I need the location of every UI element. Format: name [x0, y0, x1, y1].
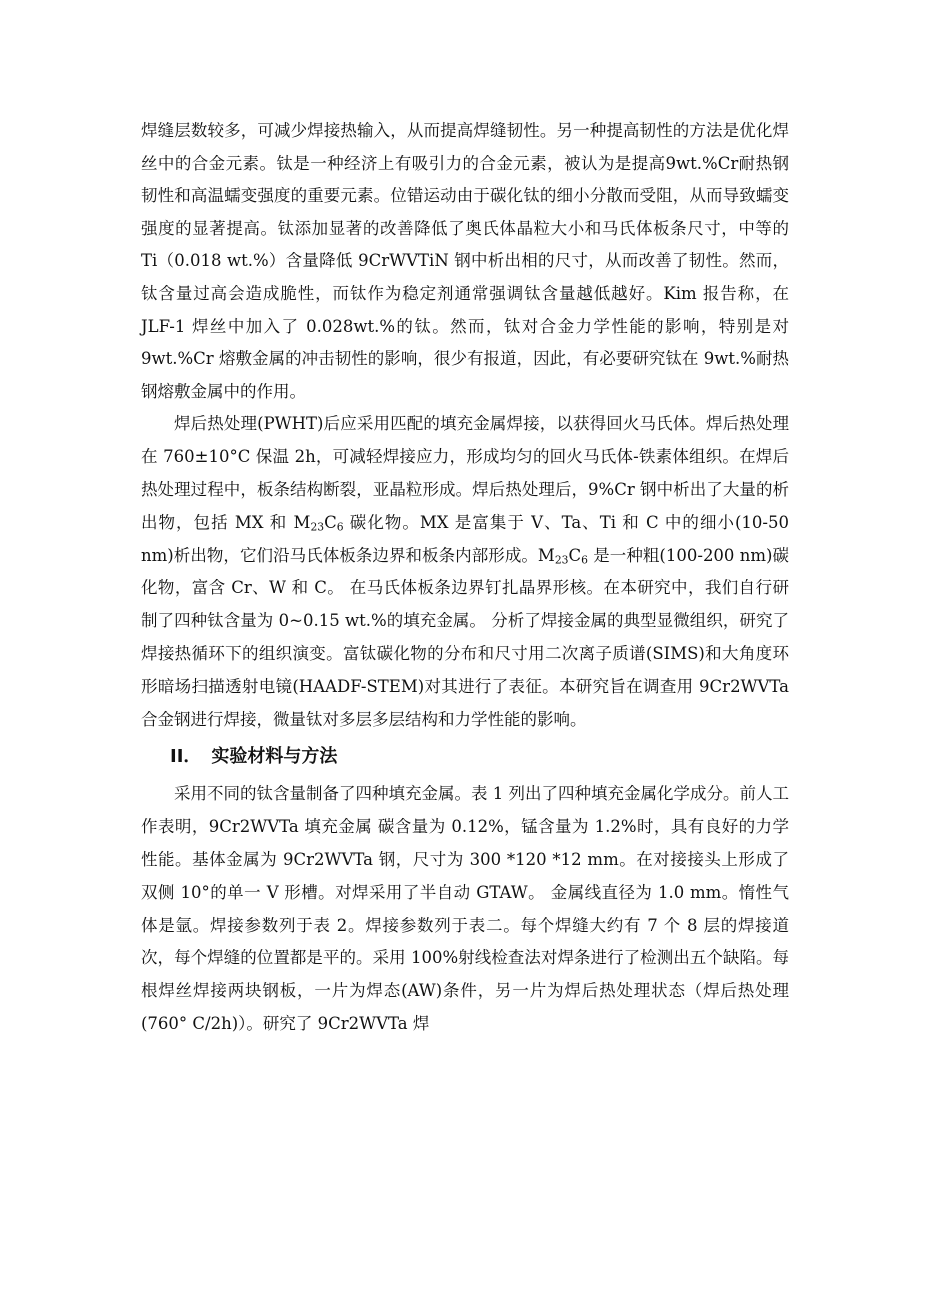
section-number: II． — [170, 746, 202, 768]
subscript-6: 6 — [581, 553, 588, 567]
section-title: 实验材料与方法 — [211, 746, 338, 768]
carbon-symbol: C — [568, 545, 582, 565]
paragraph-2 — [141, 408, 789, 736]
paragraph-2-text-c: 是一种粗(100-200 nm)碳化物，富含 Cr、W 和 C。 在马氏体板条边界钉扎晶界形核。在本研究中，我们自行研制了四种钛含量为 0~0.15 wt.%的填充金属。 分析了焊接金属的典型显微组织，研究了焊接热循环下的组织演变。富钛碳化物的分布和尺寸用二次离子质谱(SIMS)和大角度环形暗场扫描透射电镜(HAADF-STEM)对其进行了表征。本研究旨在调查用 9Cr2WVTa 合金钢进行焊接，微量钛对多层多层结构和力学性能的影响。 — [141, 545, 789, 729]
paragraph-2-text-a: 焊后热处理(PWHT)后应采用匹配的填充金属焊接，以获得回火马氏体。焊后热处理在 760±10°C 保温 2h，可减轻焊接应力，形成均匀的回火马氏体-铁素体组织。在焊后热处理过程中，板条结构断裂，亚晶粒形成。焊后热处理后，9%Cr 钢中析出了大量的析出物，包括 MX 和 M — [141, 414, 789, 532]
paragraph-1: 焊缝层数较多，可减少焊接热输入，从而提高焊缝韧性。另一种提高韧性的方法是优化焊丝中的合金元素。钛是一种经济上有吸引力的合金元素，被认为是提高9wt.%Cr耐热钢韧性和高温蠕变强度的重要元素。位错运动由于碳化钛的细小分散而受阻，从而导致蠕变强度的显著提高。钛添加显著的改善降低了奥氏体晶粒大小和马氏体板条尺寸，中等的 Ti（0.018 wt.%）含量降低 9CrWVTiN 钢中析出相的尺寸，从而改善了韧性。然而，钛含量过高会造成脆性，而钛作为稳定剂通常强调钛含量越低越好。Kim 报告称，在 JLF-1 焊丝中加入了 0.028wt.%的钛。然而，钛对合金力学性能的影响，特别是对 9wt.%Cr 熔敷金属的冲击韧性的影响，很少有报道，因此，有必要研究钛在 9wt.%耐热钢熔敷金属中的作用。 — [141, 121, 789, 401]
section-heading — [170, 741, 789, 773]
paragraph-2-text-b: 碳化物。MX 是富集于 V、Ta、Ti 和 C 中的细小(10-50 nm)析出物，它们沿马氏体板条边界和板条内部形成。M — [141, 512, 789, 565]
carbon-symbol: C — [324, 512, 337, 532]
document-page — [141, 115, 789, 1041]
subscript-23: 23 — [554, 553, 569, 567]
subscript-6: 6 — [336, 520, 344, 534]
subscript-23: 23 — [310, 520, 325, 534]
paragraph-3: 采用不同的钛含量制备了四种填充金属。表 1 列出了四种填充金属化学成分。前人工作表明，9Cr2WVTa 填充金属 碳含量为 0.12%，锰含量为 1.2%时，具有良好的力学性能。基体金属为 9Cr2WVTa 钢，尺寸为 300 *120 *12 mm。在对接接头上形成了双侧 10°的单一 V 形槽。对焊采用了半自动 GTAW。 金属线直径为 1.0 mm。惰性气体是氩。焊接参数列于表 2。焊接参数列于表二。每个焊缝大约有 7 个 8 层的焊接道次，每个焊缝的位置都是平的。采用 100%射线检查法对焊条进行了检测出五个缺陷。每根焊丝焊接两块钢板，一片为焊态(AW)条件，另一片为焊后热处理状态（焊后热处理(760° C/2h)）。研究了 9Cr2WVTa 焊 — [141, 784, 789, 1033]
